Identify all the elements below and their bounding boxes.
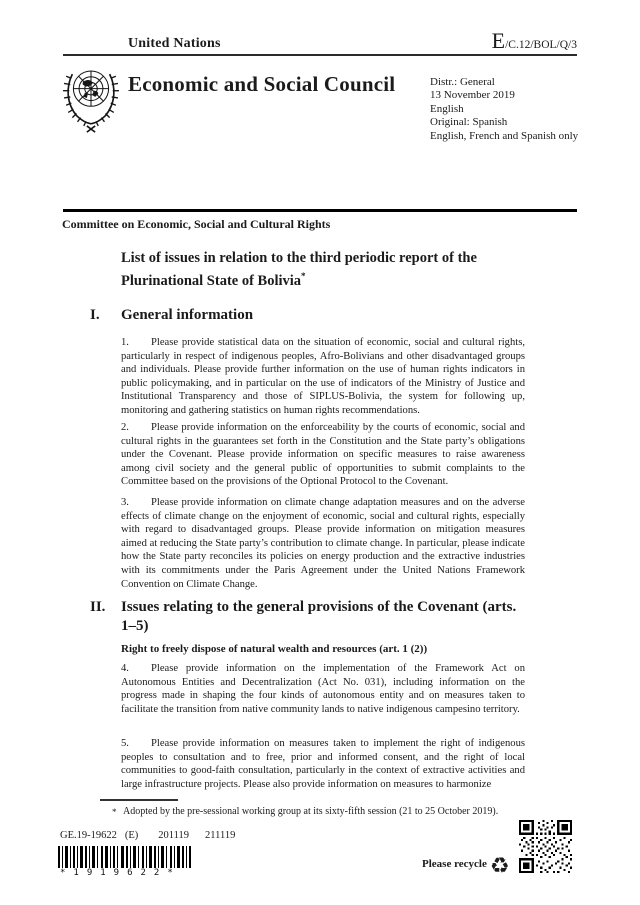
document-symbol-number: /C.12/BOL/Q/3: [505, 39, 577, 51]
footnote-text: Adopted by the pre-sessional working group at its sixty-fifth session (21 to 25 October 2019).: [123, 806, 499, 817]
paragraph-1-text: Please provide statistical data on the situation of economic, social and cultural rights, particularly in respect of indigenous peoples, Afro-Bolivians and other disadvantaged groups and individuals. Please provide further information on the use of human rights indicators in public policymaking, and in particular on the use of indicators of the Ministry of Justice and Institutional Transparency and those of SIPLUS-Bolivia, the system for following up, monitoring and gathering statistics on human rights recommendations.: [121, 337, 525, 416]
ge-date-2: 211119: [205, 830, 236, 841]
paragraph-2: [121, 421, 525, 489]
section-2-heading: [90, 598, 521, 636]
org-name: United Nations: [128, 36, 221, 51]
barcode: [58, 846, 193, 868]
paragraph-3-text: Please provide information on climate change adaptation measures and on the adverse effects of climate change on the enjoyment of economic, social and cultural rights, especially with regard to disadvantaged groups. Please provide information on mitigation measures aimed at reducing the State party’s contribution to climate change. In particular, please indicate how the State party reconciles its policies on energy production and the extractive industries with its commitments under the Paris Agreement under the United Nations Framework Convention on Climate Change.: [121, 497, 525, 590]
document-symbol: [492, 28, 577, 54]
document-title-text: List of issues in relation to the third periodic report of the Plurinational State of Bolivia: [121, 250, 477, 289]
language-line: English: [430, 102, 464, 115]
paragraph-4: [121, 662, 525, 716]
paragraph-4-text: Please provide information on the implementation of the Framework Act on Autonomous Entities and Decentralization (Act No. 031), including information on the progress made in shaping the four kinds of autonomous entity and on measures taken to facilitate the transition from native community lands to native indigenous campesino territory.: [121, 663, 525, 715]
committee-name: Committee on Economic, Social and Cultural Rights: [62, 217, 331, 231]
paragraph-3-number: 3.: [121, 497, 129, 508]
paragraph-3: [121, 496, 525, 591]
paragraph-5: [121, 737, 525, 791]
qr-code: [519, 820, 572, 873]
ge-number: GE.19-19622: [60, 830, 117, 841]
document-title: [121, 250, 559, 290]
footnote: [112, 806, 562, 818]
title-footnote-marker: *: [301, 270, 306, 281]
paragraph-5-number: 5.: [121, 738, 129, 749]
section-2-title: Issues relating to the general provisions of the Covenant (arts. 1–5): [121, 599, 517, 634]
recycle-label: Please recycle: [422, 858, 487, 870]
council-title: Economic and Social Council: [128, 72, 396, 96]
date-line: 13 November 2019: [430, 89, 515, 102]
paragraph-2-number: 2.: [121, 422, 129, 433]
ge-date-1: 201119: [158, 830, 190, 841]
ge-language-code: (E): [124, 830, 139, 841]
distribution-line: Distr.: General: [430, 76, 495, 88]
subsection-heading: Right to freely dispose of natural wealth and resources (art. 1 (2)): [121, 643, 428, 655]
paragraph-2-text: Please provide information on the enforceability by the courts of economic, social and cultural rights in the guarantees set forth in the Constitution and the State party’s obligations under the Covenant. Please provide information on specific measures to raise awareness among civil society and the general public of opportunities to submit complaints to the Committee based on the provisions of the Optional Protocol to the Covenant.: [121, 422, 525, 488]
recycle-note: [422, 854, 510, 879]
document-info-block: [430, 76, 578, 143]
document-reference-line: [60, 830, 235, 841]
section-2-numeral: II.: [90, 599, 106, 615]
un-emblem-icon: [62, 62, 120, 136]
recycle-icon: ♻: [489, 854, 510, 879]
paragraph-5-text: Please provide information on measures taken to implement the right of indigenous peoples to consultation and to free, prior and informed consent, and the right of local communities to good-faith consultation, particularly in the context of extractive activities and large infrastructure projects. Please also provide information on measures to harmonize: [121, 738, 525, 790]
paragraph-1-number: 1.: [121, 337, 129, 348]
languages-only-line: English, French and Spanish only: [430, 129, 579, 142]
section-1-heading: [90, 306, 521, 325]
barcode-number: *1919622*: [60, 868, 181, 878]
section-1-numeral: I.: [90, 307, 100, 323]
original-language-line: Original: Spanish: [430, 116, 508, 129]
footnote-marker: *: [112, 807, 117, 817]
paragraph-4-number: 4.: [121, 663, 129, 674]
header-divider: [63, 54, 577, 56]
section-divider: [63, 209, 577, 212]
footnote-divider: [100, 799, 178, 801]
section-1-title: General information: [121, 307, 254, 323]
paragraph-1: [121, 336, 525, 418]
document-symbol-series: E: [491, 28, 506, 53]
